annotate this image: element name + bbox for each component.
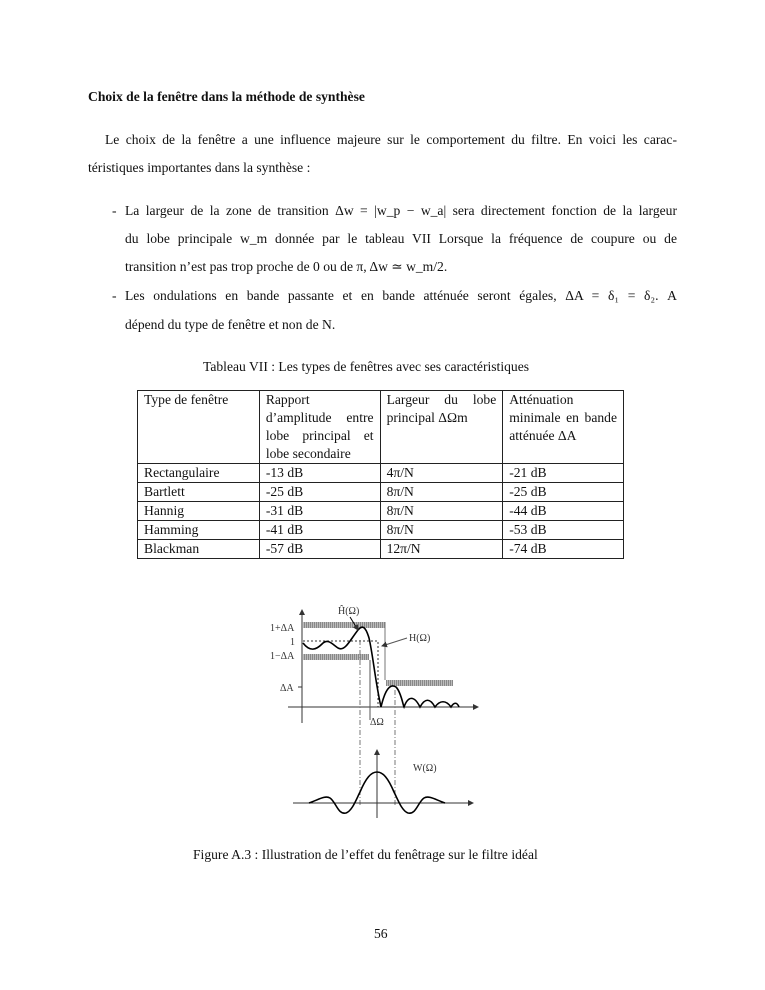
cell: 8π/N xyxy=(380,521,503,540)
cell: Hannig xyxy=(138,502,260,521)
bullet-dash: - xyxy=(112,288,117,303)
upper-tolerance-band xyxy=(303,622,385,628)
cell: -44 dB xyxy=(503,502,624,521)
bullet-1-line-1: La largeur de la zone de transition Δw = |w_p − w_a| sera directement fonction de la largeur xyxy=(125,203,677,218)
cell: -13 dB xyxy=(259,464,380,483)
w-label: W(Ω) xyxy=(413,763,437,774)
cell: Hamming xyxy=(138,521,260,540)
cell: Bartlett xyxy=(138,483,260,502)
bullet-1-line-2: du lobe principale w_m donnée par le tableau VII Lorsque la fréquence de coupure ou de xyxy=(125,231,677,246)
intro-line-2: téristiques importantes dans la synthèse : xyxy=(88,160,311,175)
cell: 4π/N xyxy=(380,464,503,483)
header-cell: Atténuation minimale en bande atténuée ΔA xyxy=(503,391,624,464)
ideal-filter-h xyxy=(303,641,470,707)
header-cell: Rapport d’amplitude entre lobe principal et lobe secondaire xyxy=(259,391,380,464)
intro-line-1: Le choix de la fenêtre a une influence majeure sur le comportement du filtre. En voici les carac- xyxy=(105,132,677,147)
stopband-tolerance-band xyxy=(386,680,453,686)
cell: -41 dB xyxy=(259,521,380,540)
label-delta-a: ΔA xyxy=(280,683,294,694)
cell: -25 dB xyxy=(503,483,624,502)
cell: -74 dB xyxy=(503,540,624,559)
label-1-minus-da: 1−ΔA xyxy=(270,651,295,662)
h-hat-label: Ĥ(Ω) xyxy=(338,606,360,617)
cell: 8π/N xyxy=(380,483,503,502)
bullet-2-line-2: dépend du type de fenêtre et non de N. xyxy=(125,317,336,332)
windowed-response-curve xyxy=(303,627,459,707)
label-delta-omega: ΔΩ xyxy=(370,717,384,728)
label-1: 1 xyxy=(290,637,295,648)
figure-caption: Figure A.3 : Illustration de l’effet du fenêtrage sur le filtre idéal xyxy=(193,847,538,862)
table-caption: Tableau VII : Les types de fenêtres avec ses caractéristiques xyxy=(203,359,530,374)
page-number: 56 xyxy=(374,926,388,941)
cell: -57 dB xyxy=(259,540,380,559)
cell: -31 dB xyxy=(259,502,380,521)
cell: -25 dB xyxy=(259,483,380,502)
cell: 8π/N xyxy=(380,502,503,521)
header-cell: Largeur du lobe principal ΔΩm xyxy=(380,391,503,464)
lower-tolerance-band xyxy=(303,654,369,660)
h-label: H(Ω) xyxy=(409,633,431,644)
bullet-2-line-1: Les ondulations en bande passante et en bande atténuée seront égales, ΔA = δ₁ = δ₂. A xyxy=(125,288,677,303)
cell: Blackman xyxy=(138,540,260,559)
section-title: Choix de la fenêtre dans la méthode de synthèse xyxy=(88,89,365,104)
cell: Rectangulaire xyxy=(138,464,260,483)
bullet-1-line-3: transition n’est pas trop proche de 0 ou de π, Δw ≃ w_m/2. xyxy=(125,259,448,274)
cell: -21 dB xyxy=(503,464,624,483)
bullet-dash: - xyxy=(112,203,117,218)
cell: 12π/N xyxy=(380,540,503,559)
cell: -53 dB xyxy=(503,521,624,540)
label-1-plus-da: 1+ΔA xyxy=(270,623,295,634)
header-cell: Type de fenêtre xyxy=(138,391,260,464)
